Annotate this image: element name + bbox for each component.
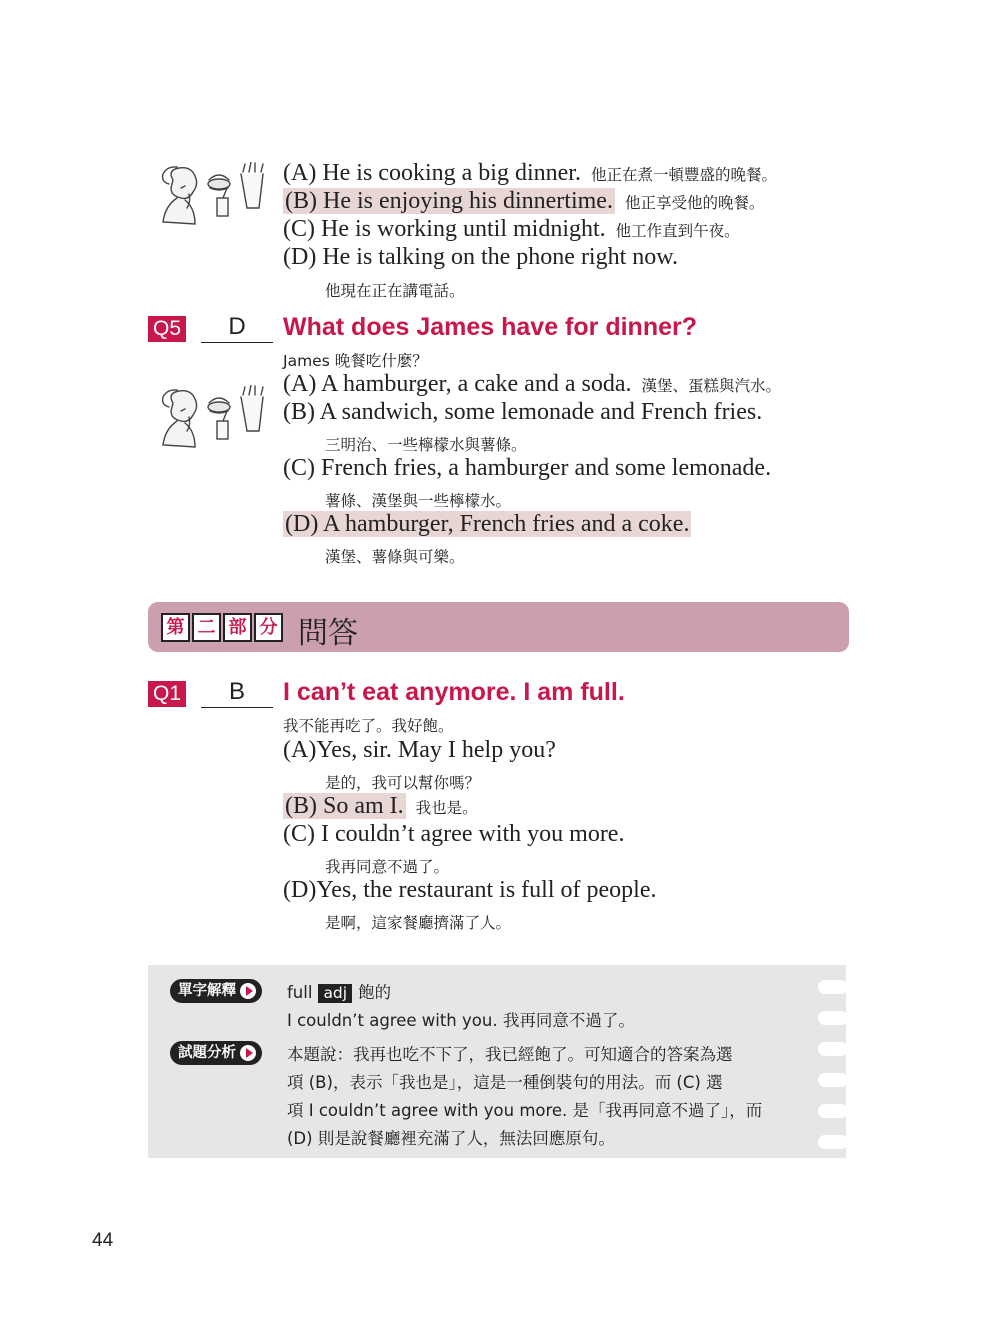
vocab-meaning: 飽的 — [358, 983, 392, 1002]
vocab-entry — [287, 979, 391, 1003]
analysis-line: 本題說：我再也吃不下了，我已經飽了。可知適合的答案為選 — [287, 1045, 733, 1064]
arrow-right-icon — [240, 1045, 256, 1061]
option-zh: 他工作直到午夜。 — [615, 222, 740, 240]
analysis-label: 試題分析 — [178, 1045, 236, 1061]
option-zh: 他正在煮一頓豐盛的晚餐。 — [590, 166, 777, 184]
answer-blank: D — [201, 312, 273, 343]
option-zh: 我也是。 — [415, 799, 478, 817]
vocab-label: 單字解釋 — [178, 983, 236, 999]
question-tag: Q1 — [148, 681, 186, 707]
vocab-word: full — [287, 983, 313, 1002]
arrow-right-icon — [240, 983, 256, 999]
option-text: (A) A hamburger, a cake and a soda. — [283, 371, 632, 397]
question-zh: James 晚餐吃什麼？ — [283, 352, 428, 370]
section-banner — [148, 602, 849, 652]
binder-rings — [816, 975, 850, 1155]
analysis-line: 項 I couldn’t agree with you more. 是「我再同意不過了」，而 — [287, 1101, 763, 1120]
q4-option-a[interactable] — [283, 160, 777, 187]
option-text: (B) A sandwich, some lemonade and French fries. — [283, 399, 763, 425]
section-title: 問答 — [298, 616, 358, 651]
question-zh: 我不能再吃了。我好飽。 — [283, 717, 454, 735]
q5-option-d[interactable] — [283, 511, 691, 538]
q5-option-a[interactable] — [283, 371, 781, 398]
answer-blank: B — [201, 677, 273, 708]
analysis-line: 項 (B)，表示「我也是」，這是一種倒裝句的用法。而 (C) 選 — [287, 1073, 723, 1092]
option-zh: 漢堡、蛋糕與汽水。 — [641, 377, 781, 395]
section-char: 二 — [192, 613, 221, 642]
question-text: What does James have for dinner? — [283, 313, 697, 341]
option-text: (D) He is talking on the phone right now. — [283, 244, 679, 270]
part-of-speech-badge: adj — [318, 984, 352, 1003]
question-tag: Q5 — [148, 316, 186, 342]
q5-option-c-zh: 薯條、漢堡與一些檸檬水。 — [325, 492, 512, 510]
page-number: 44 — [92, 1230, 114, 1251]
q1-option-a[interactable] — [283, 737, 556, 764]
option-text-highlighted: (D) A hamburger, French fries and a coke. — [285, 511, 690, 537]
option-text: (C) He is working until midnight. — [283, 216, 606, 242]
option-text: (D)Yes, the restaurant is full of people. — [283, 877, 657, 903]
q5-option-d-zh: 漢堡、薯條與可樂。 — [325, 548, 465, 566]
option-text-highlighted: (B) He is enjoying his dinnertime. — [285, 188, 613, 214]
vocab-pill — [170, 979, 262, 1003]
option-zh: 他正享受他的晚餐。 — [624, 194, 765, 212]
section-char: 第 — [161, 613, 190, 642]
section-char: 部 — [223, 613, 252, 642]
q1-option-d[interactable] — [283, 877, 656, 904]
q5-option-b-zh: 三明治、一些檸檬水與薯條。 — [325, 436, 527, 454]
analysis-pill — [170, 1041, 262, 1065]
q1-option-b[interactable] — [283, 793, 478, 820]
option-text: (C) I couldn’t agree with you more. — [283, 821, 625, 847]
q4-option-c[interactable] — [283, 216, 740, 243]
vocab-example: I couldn’t agree with you. 我再同意不過了。 — [287, 1011, 635, 1030]
option-text: (A) He is cooking a big dinner. — [283, 160, 581, 186]
q1-option-d-zh: 是啊，這家餐廳擠滿了人。 — [325, 914, 512, 932]
section-char: 分 — [254, 613, 283, 642]
option-text: (A)Yes, sir. May I help you? — [283, 737, 556, 763]
james-eating-illustration — [155, 385, 270, 455]
q1-option-c-zh: 我再同意不過了。 — [325, 858, 450, 876]
notes-box — [148, 965, 846, 1158]
question-text: I can’t eat anymore. I am full. — [283, 678, 625, 706]
option-text: (C) French fries, a hamburger and some lemonade. — [283, 455, 772, 481]
q4-option-d[interactable] — [283, 244, 678, 271]
section-label — [161, 613, 285, 642]
q1-option-a-zh: 是的，我可以幫你嗎？ — [325, 774, 481, 792]
option-text-highlighted: (B) So am I. — [285, 793, 404, 819]
q5-option-c[interactable] — [283, 455, 771, 482]
q4-option-b[interactable] — [283, 188, 764, 215]
james-eating-illustration — [155, 162, 270, 232]
analysis-line: (D) 則是說餐廳裡充滿了人，無法回應原句。 — [287, 1129, 615, 1148]
q5-option-b[interactable] — [283, 399, 762, 426]
q4-option-d-zh: 他現在正在講電話。 — [325, 282, 465, 300]
q1-option-c[interactable] — [283, 821, 624, 848]
